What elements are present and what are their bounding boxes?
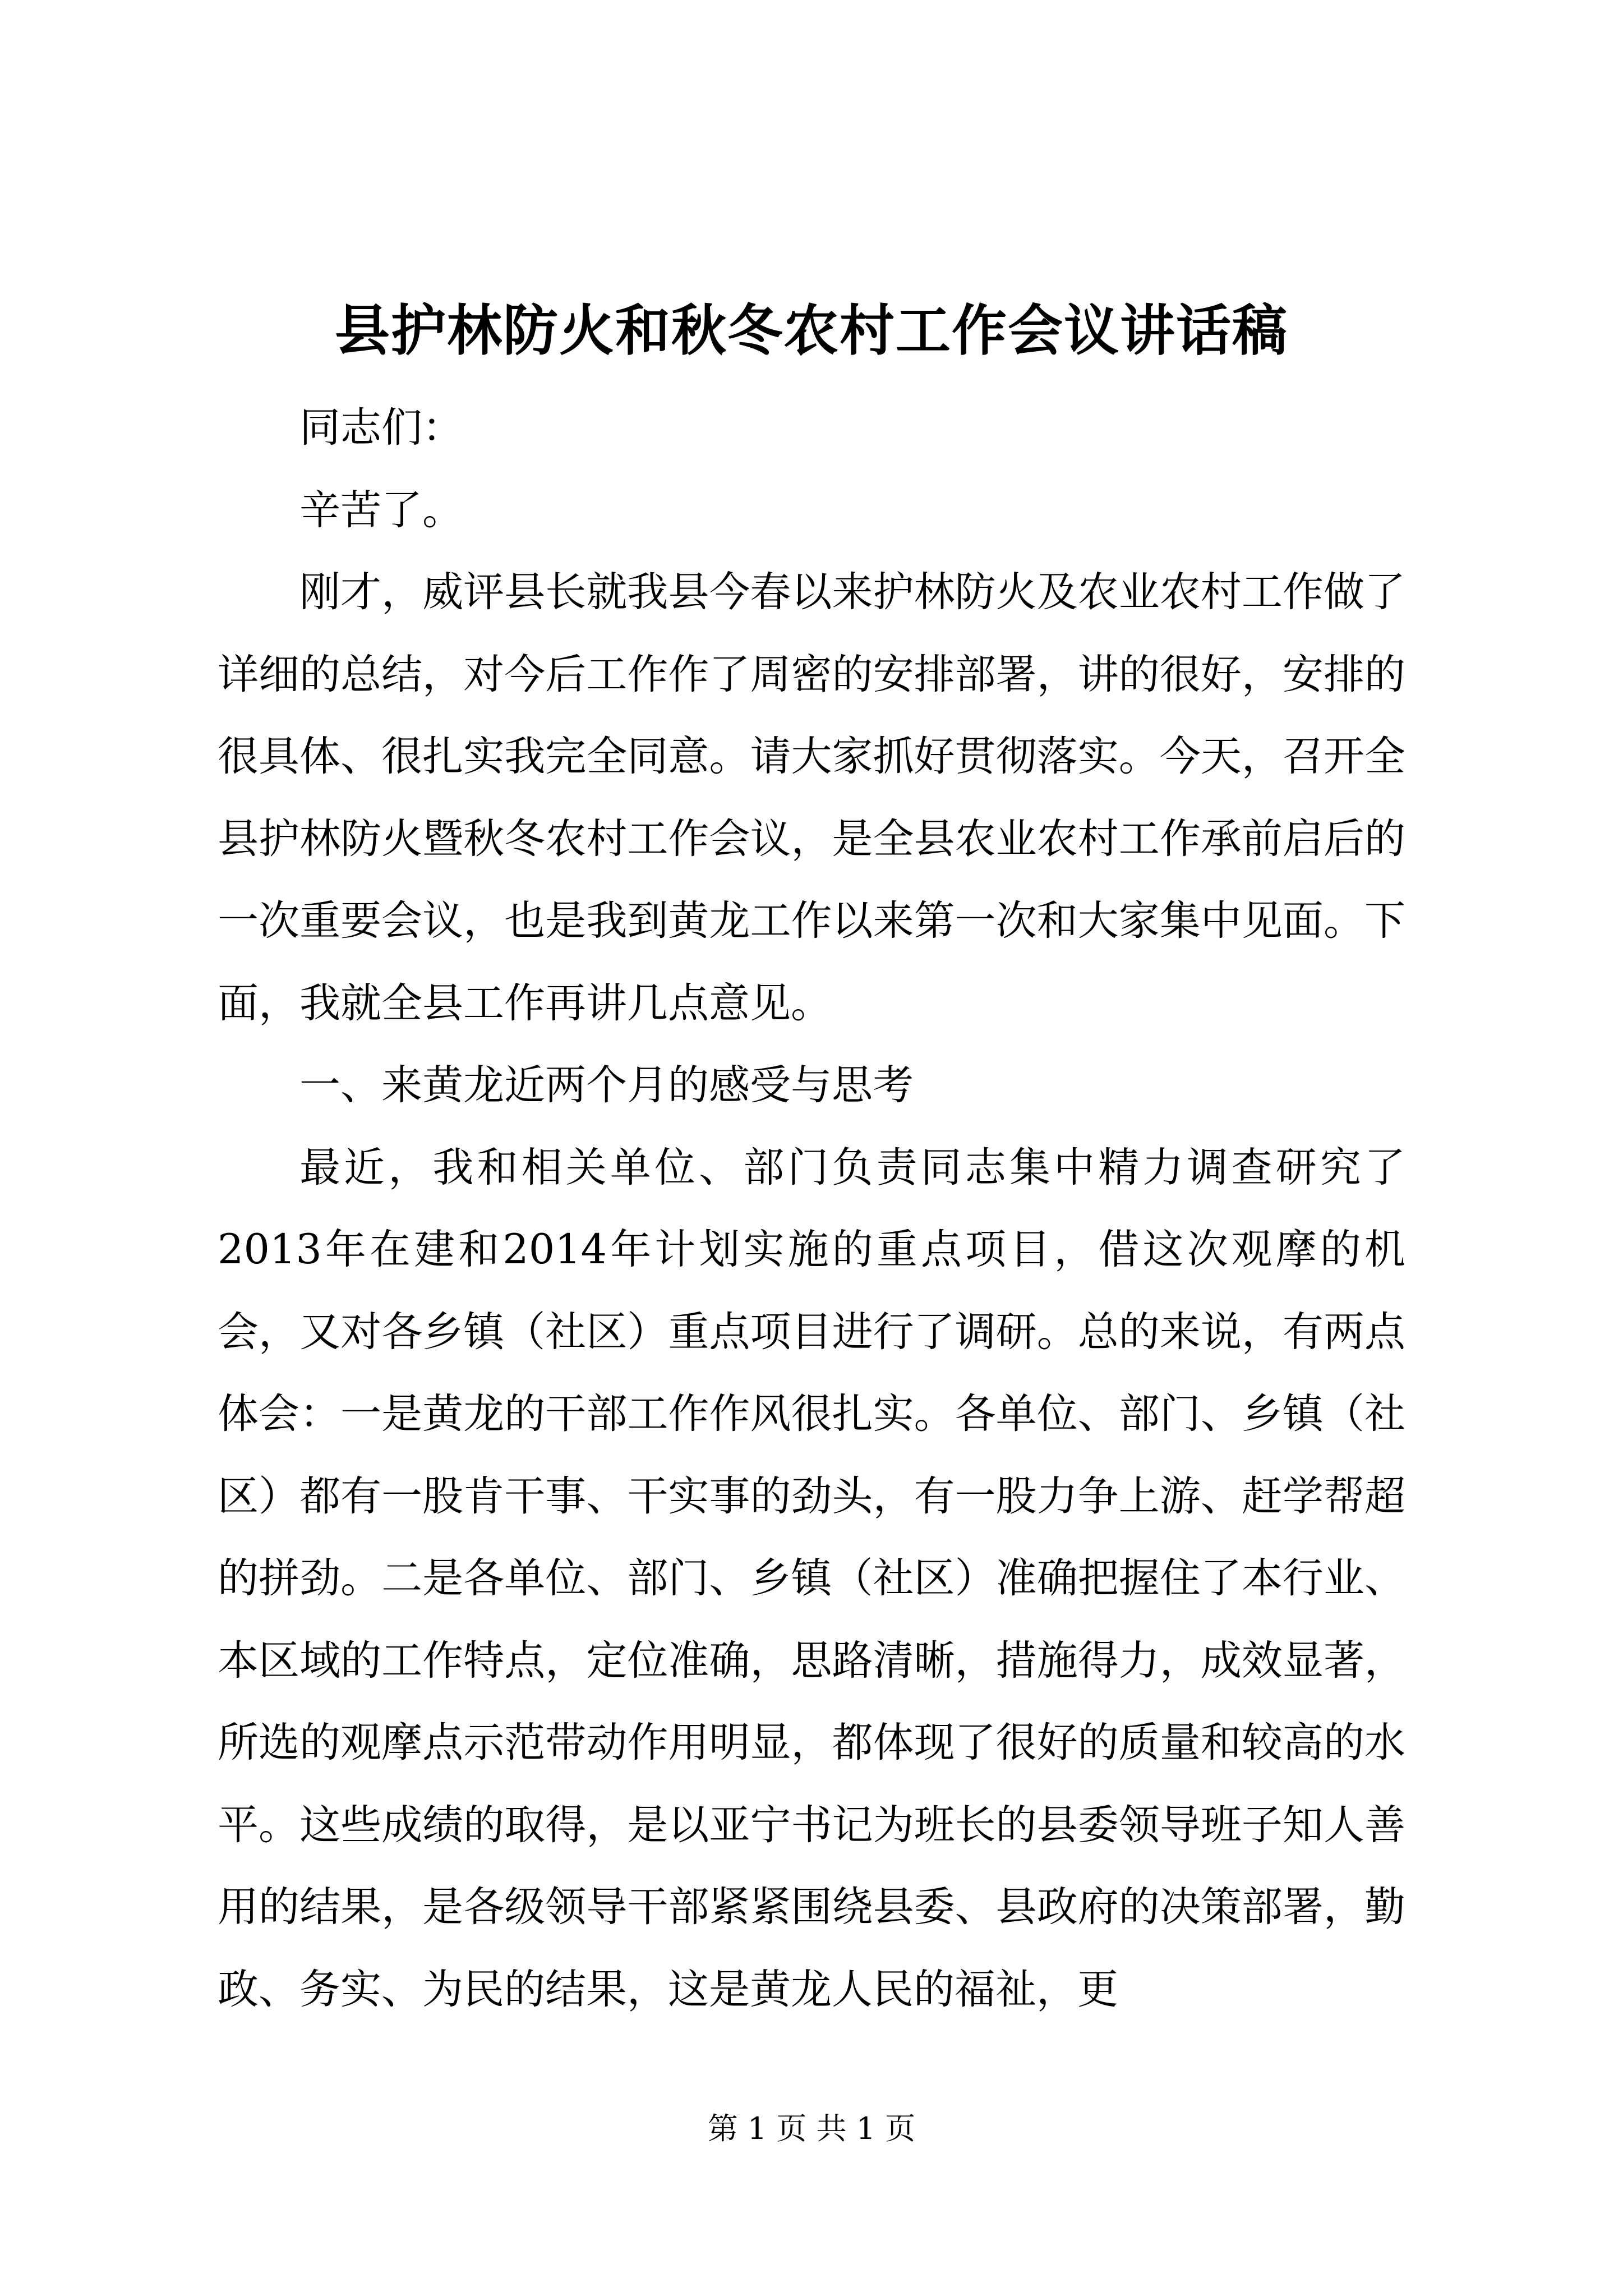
intro-paragraph: 刚才，威评县长就我县今春以来护林防火及农业农村工作做了详细的总结，对今后工作作了周密的安排部署，讲的很好，安排的很具体、很扎实我完全同意。请大家抓好贯彻落实。今天，召开全县护林防火暨秋冬农村工作会议，是全县农业农村工作承前启后的一次重要会议，也是我到黄龙工作以来第一次和大家集中见面。下面，我就全县工作再讲几点意见。: [218, 568, 1405, 1027]
document-body: [218, 387, 1405, 2031]
greeting-paragraph: 辛苦了。: [299, 486, 463, 534]
section-heading: 一、来黄龙近两个月的感受与思考: [299, 1061, 914, 1109]
page-footer: 第 1 页 共 1 页: [707, 2111, 916, 2146]
document-title: 县护林防火和秋冬农村工作会议讲话稿: [334, 298, 1288, 363]
salutation-paragraph: 同志们：: [299, 404, 463, 452]
body-paragraph: 最近，我和相关单位、部门负责同志集中精力调查研究了2013年在建和2014年计划实施的重点项目，借这次观摩的机会，又对各乡镇（社区）重点项目进行了调研。总的来说，有两点体会：一是黄龙的干部工作作风很扎实。各单位、部门、乡镇（社区）都有一股肯干事、干实事的劲头，有一股力争上游、赶学帮超的拼劲。二是各单位、部门、乡镇（社区）准确把握住了本行业、本区域的工作特点，定位准确，思路清晰，措施得力，成效显著，所选的观摩点示范带动作用明显，都体现了很好的质量和较高的水平。这些成绩的取得，是以亚宁书记为班长的县委领导班子知人善用的结果，是各级领导干部紧紧围绕县委、县政府的决策部署，勤政、务实、为民的结果，这是黄龙人民的福祉，更: [218, 1143, 1405, 2013]
